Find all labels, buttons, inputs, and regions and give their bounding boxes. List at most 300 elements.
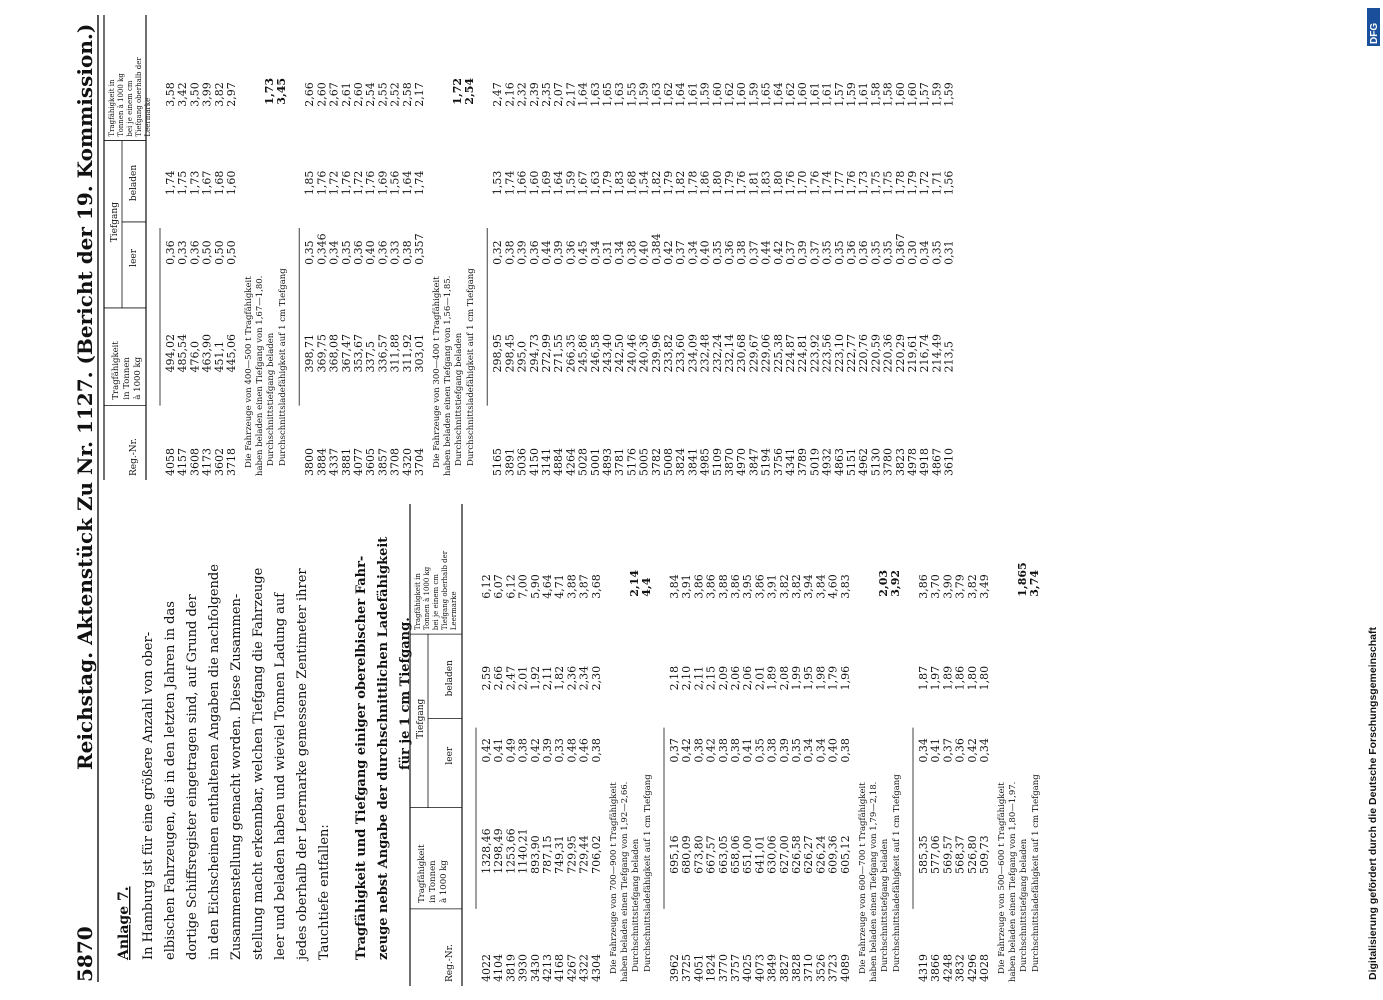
column-header-capacity: à 1000 kg: [133, 356, 143, 400]
table-row: [491, 82, 504, 476]
registry-number: 5028: [576, 448, 590, 476]
capacity-tonnes: 667,57: [704, 835, 718, 874]
table-row: [808, 82, 821, 476]
capacity-tonnes: 243,40: [601, 333, 614, 373]
capacity-tonnes: 729,95: [565, 835, 579, 874]
table-row: [917, 574, 930, 982]
table-row: [784, 82, 797, 476]
draft-empty: 0,35: [790, 738, 803, 763]
capacity-per-cm: 1,58: [881, 82, 895, 107]
column-header-nr: Reg.-Nr.: [129, 438, 139, 476]
draft-loaded: 1,67: [200, 170, 214, 196]
draft-empty: 0,384: [649, 233, 663, 265]
draft-empty: 0,42: [965, 738, 979, 763]
table-row: [802, 574, 815, 982]
capacity-per-cm: 1,65: [759, 82, 773, 107]
draft-loaded: 1,56: [388, 170, 402, 196]
intro-line: Zusammenstellung gemacht worden. Diese Zusammen-: [229, 593, 244, 960]
registry-number: 5130: [869, 448, 883, 476]
draft-loaded: 1,72: [352, 170, 365, 196]
draft-loaded: 2,36: [565, 665, 579, 691]
draft-loaded: 1,66: [515, 170, 529, 196]
capacity-per-cm: 1,61: [686, 82, 700, 107]
table-row: [540, 82, 553, 476]
draft-empty: 0,40: [364, 240, 378, 265]
capacity-tonnes: 706,02: [589, 835, 603, 874]
registry-number: 3819: [504, 954, 518, 982]
table-row: [814, 574, 827, 982]
column-header-draft: Tiefgang: [416, 698, 426, 739]
draft-empty: 0,50: [200, 240, 214, 265]
draft-loaded: 1,82: [553, 665, 567, 691]
draft-loaded: 1,75: [176, 170, 190, 196]
registry-number: 3780: [881, 448, 895, 476]
capacity-per-cm: 2,67: [327, 82, 341, 107]
registry-number: 4150: [527, 448, 541, 476]
draft-empty: 0,35: [339, 240, 353, 265]
draft-empty: 0,38: [716, 738, 730, 763]
capacity-tonnes: 225,38: [771, 333, 785, 373]
draft-loaded: 2,47: [504, 665, 518, 691]
registry-number: 3824: [674, 448, 688, 476]
capacity-per-cm: 2,16: [503, 82, 517, 107]
capacity-per-cm: 3,82: [965, 574, 979, 599]
draft-empty: 0,34: [588, 240, 602, 265]
draft-loaded: 1,81: [747, 170, 761, 196]
capacity-tonnes: 223,56: [820, 333, 834, 373]
dfg-logo-text: DFG: [1369, 22, 1380, 44]
draft-loaded: 1,70: [796, 170, 810, 196]
capacity-per-cm: 3,82: [790, 574, 803, 599]
registry-number: 4322: [577, 954, 591, 982]
table-row: [729, 574, 742, 982]
draft-empty: 0,33: [388, 240, 402, 265]
draft-loaded: 1,72: [327, 170, 341, 196]
table-row: [930, 82, 943, 476]
capacity-per-cm: 3,88: [565, 574, 579, 599]
registry-number: 5019: [808, 448, 822, 476]
capacity-per-cm: 6,12: [480, 574, 493, 599]
capacity-tonnes: 303,01: [413, 333, 426, 373]
draft-empty: 0,42: [680, 738, 694, 763]
draft-empty: 0,367: [893, 233, 907, 265]
draft-empty: 0,45: [576, 240, 590, 265]
draft-empty: 0,42: [528, 738, 542, 763]
registry-number: 3710: [802, 954, 816, 982]
capacity-tonnes: 223,92: [808, 333, 822, 373]
draft-empty: 0,38: [516, 738, 530, 763]
draft-empty: 0,35: [753, 738, 767, 763]
capacity-tonnes: 1140,21: [516, 828, 530, 874]
capacity-per-cm: 2,17: [564, 82, 578, 107]
capacity-tonnes: 485,54: [176, 333, 190, 373]
table-row: [711, 82, 724, 476]
draft-loaded: 1,59: [564, 170, 578, 196]
capacity-per-cm: 3,86: [692, 574, 706, 599]
table-title: [354, 537, 413, 960]
capacity-per-cm: 5,90: [528, 574, 542, 599]
draft-loaded: 1,56: [942, 170, 956, 196]
capacity-per-cm: 2,47: [491, 82, 505, 107]
capacity-tonnes: 232,14: [723, 333, 736, 373]
draft-empty: 0,36: [164, 240, 177, 265]
registry-number: 3847: [747, 448, 761, 476]
capacity-tonnes: 232,24: [710, 333, 724, 373]
group-note: haben beladen einen Tiefgang von 1,80—1,97.: [1008, 781, 1019, 982]
draft-empty: 0,34: [613, 240, 627, 265]
draft-loaded: 1,78: [686, 170, 700, 196]
draft-loaded: 1,60: [527, 170, 541, 196]
capacity-per-cm: 3,95: [741, 574, 755, 599]
capacity-tonnes: 230,68: [735, 333, 749, 373]
table-row: [699, 82, 712, 476]
capacity-tonnes: 463,90: [200, 333, 214, 373]
registry-number: 4320: [400, 448, 414, 476]
registry-number: 3723: [826, 954, 840, 982]
table-row: [565, 574, 578, 982]
draft-empty: 0,39: [515, 240, 529, 265]
capacity-per-cm: 1,59: [845, 82, 858, 107]
intro-paragraph: [141, 564, 332, 962]
table-row: [553, 574, 566, 982]
capacity-tonnes: 627,00: [777, 835, 791, 874]
capacity-per-cm: 1,62: [784, 82, 797, 107]
draft-empty: 0,36: [188, 240, 202, 265]
draft-loaded: 1,99: [790, 665, 803, 691]
draft-loaded: 1,77: [832, 170, 846, 196]
table-row: [741, 574, 754, 982]
capacity-per-cm: 3,91: [680, 574, 694, 599]
registry-number: 3782: [649, 448, 663, 476]
draft-loaded: 1,89: [765, 665, 779, 691]
table-row: [364, 82, 377, 476]
capacity-per-cm: 1,59: [747, 82, 761, 107]
draft-empty: 0,50: [225, 240, 238, 265]
registry-number: 3881: [339, 448, 353, 476]
table-title-line: für je 1 cm Tiefgang.: [398, 617, 413, 770]
capacity-tonnes: 222,77: [845, 333, 858, 373]
table-row: [552, 82, 565, 476]
draft-loaded: 1,71: [930, 170, 944, 196]
draft-loaded: 1,74: [820, 170, 834, 196]
capacity-per-cm: 2,07: [552, 82, 566, 107]
group-note: haben beladen einen Tiefgang von 1,67—1,80.: [255, 275, 266, 476]
draft-loaded: 1,98: [814, 665, 828, 691]
registry-number: 4267: [565, 954, 579, 982]
capacity-tonnes: 368,08: [327, 333, 341, 373]
draft-loaded: 1,79: [662, 170, 675, 196]
table-row: [328, 82, 341, 476]
capacity-tonnes: 214,49: [930, 333, 944, 373]
column-header-loaded: beladen: [129, 164, 139, 202]
capacity-per-cm: 1,65: [601, 82, 614, 107]
avg-draft-label: Durchschnittstiefgang beladen: [880, 838, 890, 972]
avg-capacity-value: 4,4: [640, 577, 653, 597]
draft-loaded: 1,64: [400, 170, 414, 196]
table-row: [340, 82, 353, 476]
table-row: [827, 574, 840, 982]
draft-empty: 0,41: [741, 738, 755, 763]
draft-empty: 0,34: [802, 738, 816, 763]
draft-loaded: 2,30: [589, 665, 603, 691]
draft-empty: 0,49: [504, 738, 518, 763]
table-row: [225, 82, 238, 476]
registry-number: 4104: [492, 954, 506, 982]
capacity-tonnes: 476,0: [188, 340, 202, 373]
capacity-tonnes: 232,48: [698, 333, 712, 373]
draft-empty: 0,34: [327, 240, 341, 265]
capacity-tonnes: 239,96: [649, 333, 663, 373]
capacity-tonnes: 1328,46: [480, 828, 493, 874]
registry-number: 4022: [480, 954, 493, 982]
registry-number: 4893: [601, 448, 614, 476]
column-header-per-cm: Tiefgang oberhalb der: [135, 57, 143, 137]
capacity-tonnes: 220,29: [893, 333, 907, 373]
capacity-tonnes: 220,76: [857, 333, 871, 373]
table-row: [918, 82, 931, 476]
capacity-tonnes: 223,10: [832, 333, 846, 373]
draft-empty: 0,36: [953, 738, 967, 763]
capacity-tonnes: 311,88: [388, 333, 402, 373]
registry-number: 3781: [613, 448, 627, 476]
registry-number: 4978: [906, 448, 919, 476]
capacity-per-cm: 3,82: [777, 574, 791, 599]
capacity-tonnes: 609,36: [826, 835, 840, 874]
capacity-per-cm: 2,52: [388, 82, 402, 107]
column-header-capacity: à 1000 kg: [439, 860, 449, 903]
draft-loaded: 1,78: [893, 170, 907, 196]
table-row: [613, 82, 626, 476]
registry-number: 4863: [832, 448, 846, 476]
capacity-tonnes: 311,92: [400, 333, 414, 373]
capacity-per-cm: 6,12: [504, 574, 518, 599]
capacity-tonnes: 651,00: [741, 835, 755, 874]
draft-loaded: 1,87: [917, 665, 930, 691]
table-row: [517, 574, 530, 982]
registry-number: 4213: [541, 954, 554, 982]
column-header-per-cm: Tragfähigkeit in: [108, 79, 116, 137]
table-row: [717, 574, 730, 982]
capacity-tonnes: 626,58: [790, 835, 803, 874]
capacity-per-cm: 3,91: [765, 574, 779, 599]
draft-loaded: 1,76: [808, 170, 822, 196]
group-note: Die Fahrzeuge von 700—900 t Tragfähigkeit: [609, 782, 619, 974]
draft-loaded: 1,80: [771, 170, 785, 196]
table-row: [686, 82, 699, 476]
capacity-per-cm: 7,00: [516, 574, 530, 599]
capacity-tonnes: 336,57: [376, 333, 390, 373]
table-row: [747, 82, 760, 476]
capacity-tonnes: 229,67: [747, 333, 761, 373]
capacity-per-cm: 3,83: [838, 574, 852, 599]
capacity-per-cm: 3,58: [164, 82, 177, 107]
table-row: [772, 82, 785, 476]
draft-empty: 0,34: [917, 738, 930, 763]
capacity-tonnes: 658,06: [729, 835, 742, 874]
capacity-per-cm: 3,90: [941, 574, 955, 599]
registry-number: 4157: [176, 448, 190, 476]
left-table-header: [410, 504, 462, 986]
table-row: [760, 82, 773, 476]
avg-draft-value: 2,14: [628, 569, 641, 597]
draft-empty: 0,38: [838, 738, 852, 763]
table-row: [376, 82, 389, 476]
intro-line: leer und beladen haben und wieviel Tonnen Ladung auf: [273, 592, 288, 960]
draft-empty: 0,35: [832, 240, 846, 265]
capacity-per-cm: 3,86: [729, 574, 742, 599]
capacity-tonnes: 220,36: [881, 333, 895, 373]
column-header-capacity: in Tonnen: [122, 357, 132, 400]
capacity-per-cm: 3,84: [814, 574, 828, 599]
draft-empty: 0,38: [400, 240, 414, 265]
registry-number: 4051: [692, 954, 706, 982]
right-table-body: [160, 78, 956, 476]
capacity-tonnes: 224,81: [796, 333, 810, 373]
capacity-per-cm: 1,64: [576, 82, 590, 107]
draft-loaded: 2,11: [692, 665, 706, 691]
capacity-tonnes: 673,80: [692, 835, 706, 874]
capacity-per-cm: 2,17: [413, 82, 426, 107]
draft-loaded: 2,01: [516, 665, 530, 691]
registry-number: 4319: [917, 954, 930, 982]
draft-empty: 0,50: [212, 240, 226, 265]
registry-number: 4173: [200, 448, 214, 476]
draft-empty: 0,36: [723, 240, 736, 265]
avg-draft-label: Durchschnittstiefgang beladen: [631, 838, 641, 972]
table-row: [882, 82, 895, 476]
capacity-per-cm: 4,64: [541, 574, 554, 599]
capacity-tonnes: 680,09: [680, 835, 694, 874]
avg-draft-value: 1,72: [451, 77, 465, 105]
draft-loaded: 1,73: [857, 170, 871, 196]
capacity-per-cm: 1,59: [698, 82, 712, 107]
draft-loaded: 1,80: [710, 170, 724, 196]
registry-number: 3832: [953, 954, 967, 982]
registry-number: 1824: [704, 954, 718, 982]
draft-loaded: 2,09: [716, 665, 730, 691]
table-row: [564, 82, 577, 476]
avg-capacity-label: Durchschnittsladefähigkeit auf 1 cm Tiefgang: [466, 268, 477, 466]
capacity-tonnes: 749,31: [553, 835, 567, 874]
table-row: [735, 82, 748, 476]
capacity-tonnes: 245,86: [576, 333, 590, 373]
capacity-tonnes: 295,0: [515, 340, 529, 373]
column-header-per-cm: Tragfähigkeit in: [414, 573, 422, 631]
table-row: [541, 574, 554, 982]
draft-empty: 0,48: [565, 738, 579, 763]
table-row: [577, 82, 590, 476]
table-row: [674, 82, 687, 476]
draft-loaded: 1,74: [503, 170, 517, 196]
avg-capacity-value: 3,45: [275, 77, 289, 105]
table-row: [705, 574, 718, 982]
draft-empty: 0,44: [759, 240, 773, 265]
table-row: [966, 574, 979, 982]
registry-number: 4884: [552, 448, 566, 476]
table-row: [492, 574, 505, 982]
registry-number: 3857: [376, 448, 390, 476]
column-header-per-cm: Tiefgang oberhalb der: [441, 550, 449, 631]
draft-empty: 0,36: [564, 240, 578, 265]
registry-number: 3430: [528, 954, 542, 982]
capacity-per-cm: 2,39: [527, 82, 541, 107]
draft-loaded: 2,34: [577, 665, 591, 691]
column-header-empty: leer: [445, 746, 455, 765]
draft-loaded: 2,10: [680, 665, 694, 691]
intro-line: In Hamburg ist für eine größere Anzahl von ober-: [141, 631, 156, 960]
table-row: [668, 574, 681, 982]
capacity-tonnes: 695,16: [668, 835, 681, 874]
registry-number: 4962: [857, 448, 871, 476]
capacity-tonnes: 233,82: [662, 333, 675, 373]
capacity-per-cm: 3,86: [917, 574, 930, 599]
registry-number: 3610: [942, 448, 956, 476]
registry-number: 4073: [753, 954, 767, 982]
table-row: [188, 82, 201, 476]
registry-number: 4168: [553, 954, 567, 982]
capacity-tonnes: 337,5: [364, 340, 378, 373]
registry-number: 4918: [918, 448, 932, 476]
capacity-tonnes: 216,74: [918, 333, 932, 373]
draft-loaded: 1,63: [588, 170, 602, 196]
column-header-per-cm: bei je einem cm: [126, 80, 134, 137]
draft-empty: 0,33: [176, 240, 190, 265]
capacity-tonnes: 272,99: [540, 333, 553, 373]
capacity-per-cm: 1,60: [796, 82, 810, 107]
avg-draft-label: Durchschnittstiefgang beladen: [1019, 838, 1030, 972]
draft-empty: 0,36: [352, 240, 365, 265]
draft-loaded: 1,75: [881, 170, 895, 196]
registry-number: 3605: [364, 448, 378, 476]
draft-loaded: 2,18: [668, 665, 681, 691]
group-note: Die Fahrzeuge von 500—600 t Tragfähigkeit: [997, 782, 1008, 974]
registry-number: 4077: [352, 448, 365, 476]
capacity-per-cm: 2,32: [515, 82, 529, 107]
capacity-tonnes: 398,71: [303, 333, 317, 373]
dfg-logo: [1367, 8, 1380, 46]
registry-number: 4337: [327, 448, 341, 476]
avg-capacity-label: Durchschnittsladefähigkeit auf 1 cm Tiefgang: [1031, 774, 1042, 972]
draft-empty: 0,38: [735, 240, 749, 265]
capacity-per-cm: 2,60: [315, 82, 329, 107]
capacity-per-cm: 2,60: [352, 82, 365, 107]
capacity-tonnes: 451,1: [212, 340, 226, 373]
draft-empty: 0,31: [942, 240, 956, 265]
draft-empty: 0,32: [491, 240, 505, 265]
draft-empty: 0,42: [480, 738, 493, 763]
draft-empty: 0,34: [918, 240, 932, 265]
capacity-per-cm: 3,68: [589, 574, 603, 599]
draft-loaded: 1,69: [540, 170, 553, 196]
capacity-tonnes: 234,09: [686, 333, 700, 373]
table-row: [753, 574, 766, 982]
draft-empty: 0,46: [577, 738, 591, 763]
capacity-tonnes: 353,67: [352, 333, 365, 373]
capacity-tonnes: 1298,49: [492, 828, 506, 874]
appendix-label: Anlage 7.: [116, 886, 132, 960]
table-row: [213, 82, 226, 476]
capacity-tonnes: 526,80: [965, 835, 979, 874]
draft-loaded: 1,54: [637, 170, 651, 196]
capacity-tonnes: 626,27: [802, 835, 816, 874]
capacity-tonnes: 494,02: [164, 333, 177, 373]
capacity-per-cm: 3,94: [802, 574, 816, 599]
registry-number: 5008: [662, 448, 675, 476]
draft-empty: 0,36: [376, 240, 390, 265]
table-row: [389, 82, 402, 476]
column-header-capacity: in Tonnen: [428, 860, 438, 903]
registry-number: 3870: [723, 448, 736, 476]
